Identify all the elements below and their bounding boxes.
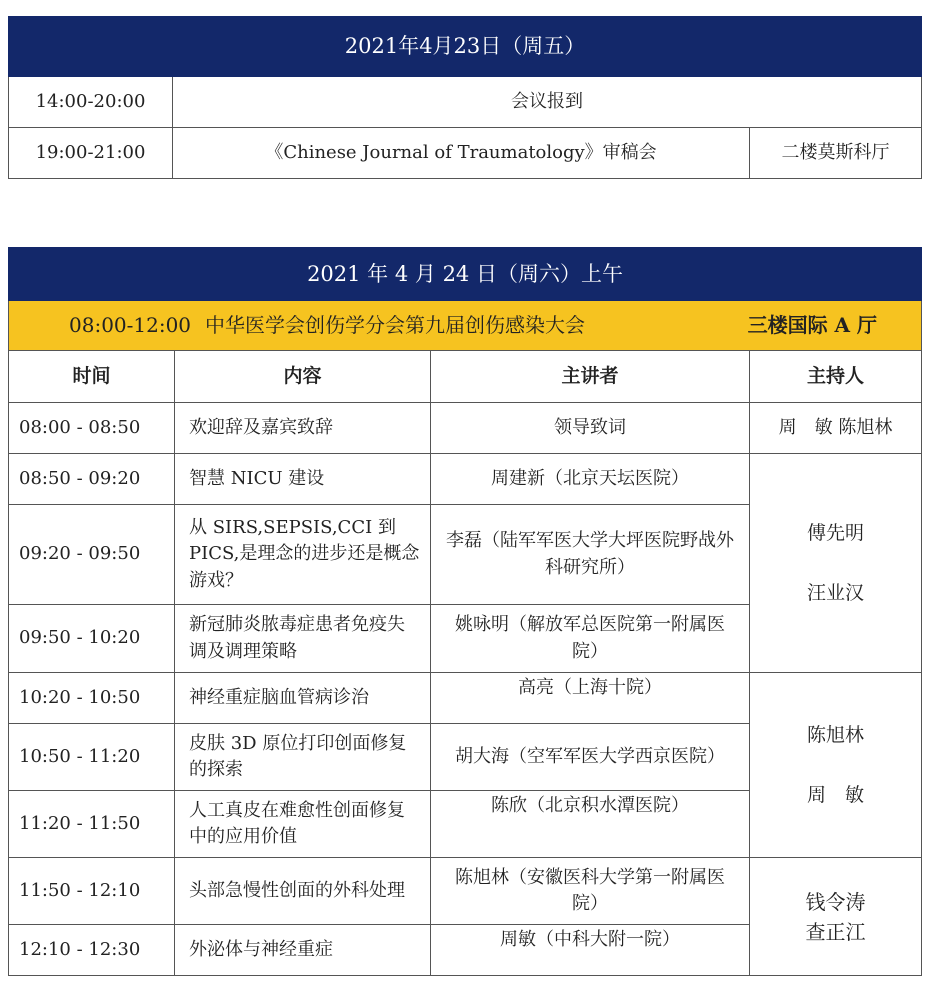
content-cell: 新冠肺炎脓毒症患者免疫失调及调理策略 bbox=[175, 605, 431, 673]
time-cell: 09:20 - 09:50 bbox=[9, 505, 175, 605]
day1-schedule-table bbox=[8, 16, 922, 179]
speaker-cell: 高亮（上海十院） bbox=[431, 673, 750, 724]
column-header-host: 主持人 bbox=[750, 351, 922, 403]
session-banner bbox=[9, 301, 922, 351]
content-cell: 智慧 NICU 建设 bbox=[175, 454, 431, 505]
speaker-cell: 领导致词 bbox=[431, 403, 750, 454]
speaker-cell: 胡大海（空军军医大学西京医院） bbox=[431, 724, 750, 791]
time-cell: 11:50 - 12:10 bbox=[9, 858, 175, 925]
host-cell: 周 敏 陈旭林 bbox=[750, 403, 922, 454]
column-header-row bbox=[9, 351, 922, 403]
content-cell: 皮肤 3D 原位打印创面修复的探索 bbox=[175, 724, 431, 791]
time-cell: 12:10 - 12:30 bbox=[9, 925, 175, 976]
host-name: 傅先明 bbox=[807, 522, 865, 544]
host-name: 汪业汉 bbox=[807, 582, 865, 604]
table-row bbox=[9, 128, 922, 179]
content-cell: 神经重症脑血管病诊治 bbox=[175, 673, 431, 724]
table-row bbox=[9, 673, 922, 724]
speaker-cell: 陈旭林（安徽医科大学第一附属医院） bbox=[431, 858, 750, 925]
host-name: 周 敏 bbox=[807, 784, 865, 806]
time-cell: 14:00-20:00 bbox=[9, 77, 173, 128]
host-name: 查正江 bbox=[805, 919, 866, 944]
table-row bbox=[9, 403, 922, 454]
table-row bbox=[9, 77, 922, 128]
host-name: 钱令涛 bbox=[805, 889, 866, 914]
time-cell: 08:00 - 08:50 bbox=[9, 403, 175, 454]
session-time: 08:00-12:00 bbox=[69, 313, 192, 337]
column-header-content: 内容 bbox=[175, 351, 431, 403]
time-cell: 10:50 - 11:20 bbox=[9, 724, 175, 791]
time-cell: 11:20 - 11:50 bbox=[9, 791, 175, 858]
speaker-cell: 李磊（陆军军医大学大坪医院野战外科研究所） bbox=[431, 505, 750, 605]
time-cell: 08:50 - 09:20 bbox=[9, 454, 175, 505]
content-cell: 头部急慢性创面的外科处理 bbox=[175, 858, 431, 925]
time-cell: 19:00-21:00 bbox=[9, 128, 173, 179]
day2-schedule-table bbox=[8, 247, 922, 976]
content-cell: 人工真皮在难愈性创面修复中的应用价值 bbox=[175, 791, 431, 858]
host-name: 陈旭林 bbox=[807, 724, 865, 746]
content-cell: 《Chinese Journal of Traumatology》审稿会 bbox=[173, 128, 750, 179]
session-title: 中华医学会创伤学分会第九届创伤感染大会 bbox=[205, 313, 586, 337]
host-cell bbox=[750, 858, 922, 976]
host-cell bbox=[750, 454, 922, 673]
table-row bbox=[9, 454, 922, 505]
content-cell: 从 SIRS,SEPSIS,CCI 到 PICS,是理念的进步还是概念游戏？ bbox=[175, 505, 431, 605]
location-cell: 二楼莫斯科厅 bbox=[750, 128, 922, 179]
content-cell: 欢迎辞及嘉宾致辞 bbox=[175, 403, 431, 454]
table-row bbox=[9, 858, 922, 925]
speaker-cell: 周建新（北京天坛医院） bbox=[431, 454, 750, 505]
speaker-cell: 陈欣（北京积水潭医院） bbox=[431, 791, 750, 858]
content-cell: 会议报到 bbox=[173, 77, 922, 128]
content-cell: 外泌体与神经重症 bbox=[175, 925, 431, 976]
column-header-time: 时间 bbox=[9, 351, 175, 403]
time-cell: 09:50 - 10:20 bbox=[9, 605, 175, 673]
speaker-cell: 周敏（中科大附一院） bbox=[431, 925, 750, 976]
day2-date-header: 2021 年 4 月 24 日（周六）上午 bbox=[9, 248, 922, 301]
host-cell bbox=[750, 673, 922, 858]
column-header-speaker: 主讲者 bbox=[431, 351, 750, 403]
day1-date-header: 2021年4月23日（周五） bbox=[9, 17, 922, 77]
time-cell: 10:20 - 10:50 bbox=[9, 673, 175, 724]
speaker-cell: 姚咏明（解放军总医院第一附属医院） bbox=[431, 605, 750, 673]
session-location: 三楼国际 A 厅 bbox=[747, 313, 878, 337]
